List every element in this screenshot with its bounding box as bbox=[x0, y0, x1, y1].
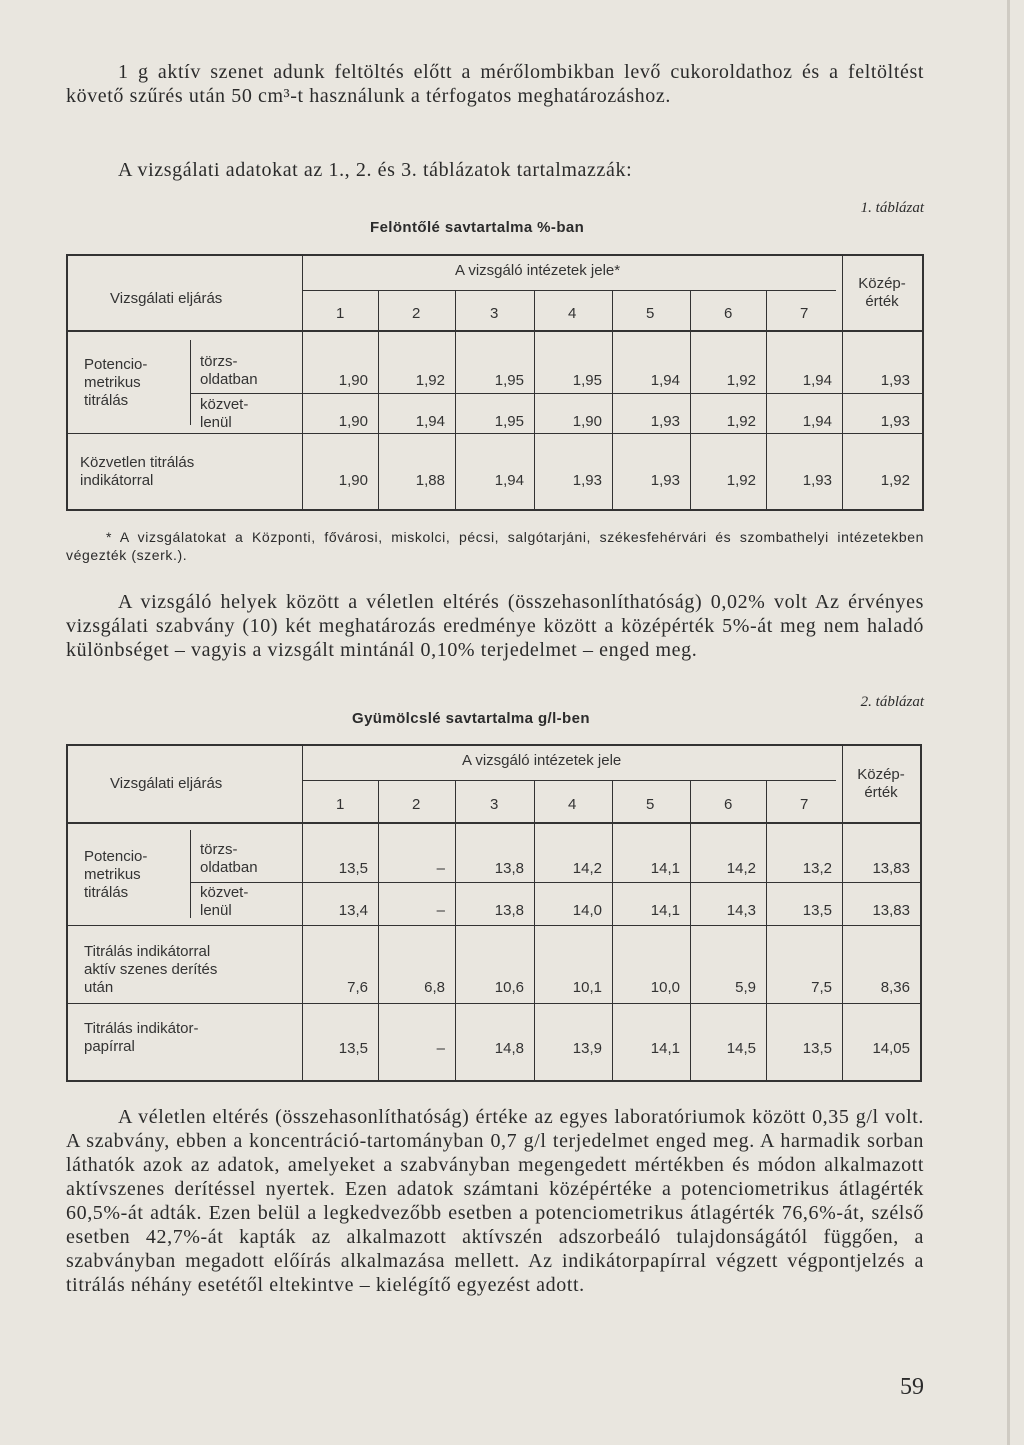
table1-cell-mean: 1,92 bbox=[880, 472, 910, 489]
table1-col-7: 7 bbox=[800, 305, 809, 322]
table1-group-label: Potencio- metrikus titrálás bbox=[84, 356, 148, 409]
table2-cell: 14,1 bbox=[650, 902, 680, 919]
table2-col-6: 6 bbox=[724, 796, 733, 813]
table1-cell: 1,95 bbox=[494, 413, 524, 430]
table1-cell: 1,93 bbox=[650, 472, 680, 489]
table2-row4-label: Titrálás indikátor- papírral bbox=[84, 1020, 199, 1055]
table1-tag: 1. táblázat bbox=[860, 200, 924, 216]
table2-sub1-label: törzs- oldatban bbox=[200, 841, 258, 876]
table1-cell: 1,92 bbox=[726, 413, 756, 430]
table1-cell: 1,95 bbox=[494, 372, 524, 389]
table2-cell: 13,9 bbox=[572, 1040, 602, 1057]
table1-cell-mean: 1,93 bbox=[880, 413, 910, 430]
table2-cell: 10,1 bbox=[572, 979, 602, 996]
table1-cell: 1,94 bbox=[650, 372, 680, 389]
table2-cell: 14,1 bbox=[650, 860, 680, 877]
table1-cell: 1,90 bbox=[572, 413, 602, 430]
table2-cell: 6,8 bbox=[424, 979, 445, 996]
table1-cell: 1,92 bbox=[415, 372, 445, 389]
page-number: 59 bbox=[900, 1374, 924, 1400]
table2-cell: 5,9 bbox=[735, 979, 756, 996]
table2-cell-mean: 13,83 bbox=[872, 860, 910, 877]
table2-cell: 13,2 bbox=[802, 860, 832, 877]
table2-cell: – bbox=[436, 902, 445, 919]
table1-cell: 1,92 bbox=[726, 372, 756, 389]
table1-cell: 1,92 bbox=[726, 472, 756, 489]
table1-sub2-label: közvet- lenül bbox=[200, 396, 249, 431]
table1-head-method: Vizsgálati eljárás bbox=[110, 290, 223, 307]
table1-cell: 1,94 bbox=[802, 372, 832, 389]
table1-col-4: 4 bbox=[568, 305, 577, 322]
table1-footnote: * A vizsgálatokat a Központi, fővárosi, miskolci, pécsi, salgótarjáni, székesfehérvári és szombathelyi intézetekben végezték (szerk.). bbox=[66, 529, 924, 563]
table2-cell: 10,0 bbox=[650, 979, 680, 996]
table2-cell: 14,2 bbox=[572, 860, 602, 877]
table1-sub1-label: törzs- oldatban bbox=[200, 353, 258, 388]
table2-cell-mean: 14,05 bbox=[872, 1040, 910, 1057]
table2-cell: – bbox=[436, 860, 445, 877]
table1-cell: 1,88 bbox=[415, 472, 445, 489]
table2-col-2: 2 bbox=[412, 796, 421, 813]
table2-cell: 13,5 bbox=[802, 902, 832, 919]
table2-cell: 13,8 bbox=[494, 860, 524, 877]
table2-cell: 14,5 bbox=[726, 1040, 756, 1057]
table1-head-institutes: A vizsgáló intézetek jele* bbox=[455, 262, 621, 279]
table2-row3-label: Titrálás indikátorral aktív szenes derítés után bbox=[84, 943, 218, 996]
table1-head-mean: Közép- érték bbox=[858, 275, 906, 310]
table2-col-5: 5 bbox=[646, 796, 655, 813]
intro-paragraph: 1 g aktív szenet adunk feltöltés előtt a mérőlombikban levő cukoroldathoz és a feltöltést követő szűrés után 50 cm³-t használunk a térfogatos meghatározáshoz. bbox=[66, 61, 924, 107]
table2-cell: 7,6 bbox=[347, 979, 368, 996]
table2-cell: 14,0 bbox=[572, 902, 602, 919]
table2-group-label: Potencio- metrikus titrálás bbox=[84, 848, 148, 901]
table2-cell: 14,2 bbox=[726, 860, 756, 877]
table2-cell: – bbox=[436, 1040, 445, 1057]
table1-cell: 1,94 bbox=[802, 413, 832, 430]
table2-cell: 13,5 bbox=[338, 1040, 368, 1057]
table1-cell: 1,90 bbox=[338, 413, 368, 430]
table2-cell: 14,1 bbox=[650, 1040, 680, 1057]
table2-cell-mean: 13,83 bbox=[872, 902, 910, 919]
table2-cell: 10,6 bbox=[494, 979, 524, 996]
table2-sub2-label: közvet- lenül bbox=[200, 884, 249, 919]
table2-title: Gyümölcslé savtartalma g/l-ben bbox=[352, 710, 590, 727]
table1-col-3: 3 bbox=[490, 305, 499, 322]
table1-cell: 1,93 bbox=[650, 413, 680, 430]
intro-sentence: A vizsgálati adatokat az 1., 2. és 3. táblázatok tartalmazzák: bbox=[118, 159, 633, 181]
table1-cell: 1,94 bbox=[494, 472, 524, 489]
table2-cell: 14,8 bbox=[494, 1040, 524, 1057]
table1-col-2: 2 bbox=[412, 305, 421, 322]
paragraph-2: A vizsgáló helyek között a véletlen eltérés (összehasonlíthatóság) 0,02% volt Az érvényes vizsgálati szabvány (10) két meghatározás eredménye között a középérték 5%-át meg nem haladó különbséget – vagyis a vizsgált mintánál 0,10% terjedelmet – enged meg. bbox=[66, 591, 924, 661]
table1-cell: 1,90 bbox=[338, 372, 368, 389]
table2-head-method: Vizsgálati eljárás bbox=[110, 775, 223, 792]
paragraph-3: A véletlen eltérés (összehasonlíthatóság) értéke az egyes laboratóriumok között 0,35 g/l volt. A szabvány, ebben a koncentráció-tartományban 0,7 g/l terjedelmet enged meg. A harmadik sorban láthatók azok az adatok, amelyeket a szabványban megengedett mértékben és módon alkalmazott aktívszenes derítéssel nyertek. Ezen adatok számtani középértéke a potenciometrikus átlagérték 60,5%-át adták. Ezen belül a legkedvezőbb esetben a potenciometrikus átlagérték 76,6%-át, szélső esetben 42,7%-át kapták az alkalmazott aktívszén adszorbeáló tulajdonságától függően, a szabványban megadott előírás alkalmazása mellett. Az indikátorpapírral végzett végpontjelzés a titrálás néhány esetétől eltekintve – kielégítő egyezést adott. bbox=[66, 1106, 924, 1296]
table1-cell-mean: 1,93 bbox=[880, 372, 910, 389]
table2-cell: 14,3 bbox=[726, 902, 756, 919]
table2-tag: 2. táblázat bbox=[860, 694, 924, 710]
table2-head-mean: Közép- érték bbox=[857, 766, 905, 801]
table1-col-5: 5 bbox=[646, 305, 655, 322]
table1-row3-label: Közvetlen titrálás indikátorral bbox=[80, 454, 195, 489]
table2-col-1: 1 bbox=[336, 796, 345, 813]
table1-col-1: 1 bbox=[336, 305, 345, 322]
table1-cell: 1,93 bbox=[572, 472, 602, 489]
table1-cell: 1,93 bbox=[802, 472, 832, 489]
table1-title: Felöntőlé savtartalma %-ban bbox=[370, 219, 585, 236]
table2-cell: 13,5 bbox=[802, 1040, 832, 1057]
table2-cell: 13,5 bbox=[338, 860, 368, 877]
table2-cell: 7,5 bbox=[811, 979, 832, 996]
table2-cell-mean: 8,36 bbox=[880, 979, 910, 996]
table2-col-3: 3 bbox=[490, 796, 499, 813]
table2-head-institutes: A vizsgáló intézetek jele bbox=[462, 752, 622, 769]
table2-col-4: 4 bbox=[568, 796, 577, 813]
table1-col-6: 6 bbox=[724, 305, 733, 322]
table1-cell: 1,94 bbox=[415, 413, 445, 430]
table2-cell: 13,4 bbox=[338, 902, 368, 919]
table2-col-7: 7 bbox=[800, 796, 809, 813]
table2-cell: 13,8 bbox=[494, 902, 524, 919]
table1-cell: 1,95 bbox=[572, 372, 602, 389]
table1-cell: 1,90 bbox=[338, 472, 368, 489]
